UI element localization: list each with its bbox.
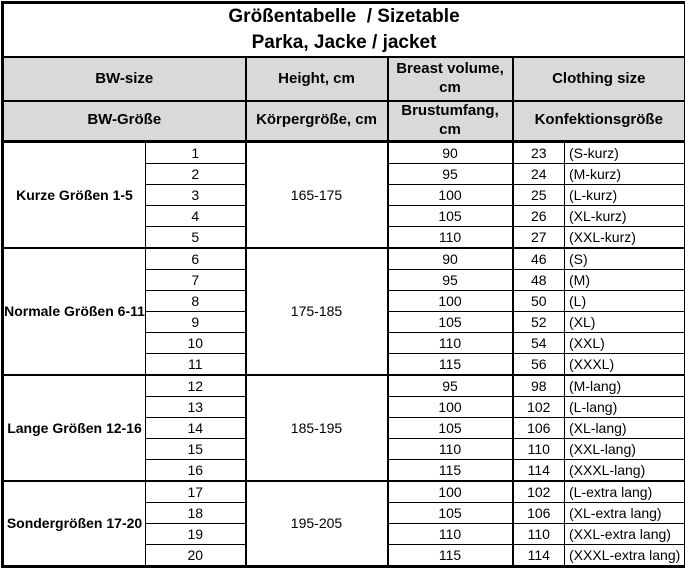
breast-cell: 110 [388, 438, 513, 459]
clothing-label-cell: (XL) [565, 311, 685, 332]
clothing-label-cell: (XL-lang) [565, 417, 685, 438]
clothing-number-cell: 25 [513, 184, 565, 205]
height-cell: 165-175 [246, 141, 388, 248]
size-table [1, 1, 685, 568]
bw-number-cell: 8 [146, 290, 246, 311]
clothing-label-cell: (S) [565, 248, 685, 270]
group-label-cell: Normale Größen 6-11 [3, 248, 146, 375]
breast-cell: 100 [388, 481, 513, 503]
header-height-de: Körpergröße, cm [246, 101, 388, 141]
breast-cell: 105 [388, 417, 513, 438]
bw-number-cell: 17 [146, 481, 246, 503]
clothing-label-cell: (XXL-lang) [565, 438, 685, 459]
group-label-cell: Kurze Größen 1-5 [3, 141, 146, 248]
height-cell: 175-185 [246, 248, 388, 375]
clothing-label-cell: (M-lang) [565, 375, 685, 397]
height-cell: 195-205 [246, 481, 388, 567]
table-title [3, 3, 685, 58]
clothing-label-cell: (XXL) [565, 332, 685, 353]
breast-cell: 95 [388, 375, 513, 397]
clothing-number-cell: 102 [513, 396, 565, 417]
clothing-number-cell: 114 [513, 544, 565, 566]
clothing-label-cell: (L-extra lang) [565, 481, 685, 503]
clothing-number-cell: 26 [513, 205, 565, 226]
header-bw-groesse: BW-Größe [3, 101, 246, 141]
clothing-number-cell: 23 [513, 141, 565, 163]
clothing-number-cell: 114 [513, 459, 565, 481]
clothing-number-cell: 106 [513, 502, 565, 523]
clothing-number-cell: 24 [513, 163, 565, 184]
clothing-number-cell: 98 [513, 375, 565, 397]
header-height-en: Height, cm [246, 57, 388, 101]
breast-cell: 110 [388, 523, 513, 544]
group-label-cell: Lange Größen 12-16 [3, 375, 146, 481]
clothing-number-cell: 52 [513, 311, 565, 332]
bw-number-cell: 20 [146, 544, 246, 566]
clothing-number-cell: 27 [513, 226, 565, 248]
bw-number-cell: 6 [146, 248, 246, 270]
clothing-label-cell: (L-lang) [565, 396, 685, 417]
clothing-number-cell: 54 [513, 332, 565, 353]
bw-number-cell: 5 [146, 226, 246, 248]
breast-cell: 105 [388, 205, 513, 226]
bw-number-cell: 18 [146, 502, 246, 523]
breast-cell: 95 [388, 269, 513, 290]
bw-number-cell: 13 [146, 396, 246, 417]
bw-number-cell: 15 [146, 438, 246, 459]
clothing-label-cell: (M-kurz) [565, 163, 685, 184]
height-cell: 185-195 [246, 375, 388, 481]
table-row [3, 375, 685, 397]
clothing-number-cell: 50 [513, 290, 565, 311]
clothing-label-cell: (XXXL) [565, 353, 685, 375]
breast-cell: 110 [388, 332, 513, 353]
title-line2: Parka, Jacke / jacket [252, 32, 437, 53]
bw-number-cell: 11 [146, 353, 246, 375]
clothing-number-cell: 110 [513, 438, 565, 459]
header-clothing-de: Konfektionsgröße [513, 101, 685, 141]
header-breast-en: Breast volume, cm [388, 57, 513, 101]
clothing-label-cell: (L) [565, 290, 685, 311]
table-title-row [3, 3, 685, 58]
bw-number-cell: 3 [146, 184, 246, 205]
clothing-number-cell: 56 [513, 353, 565, 375]
bw-number-cell: 16 [146, 459, 246, 481]
bw-number-cell: 14 [146, 417, 246, 438]
breast-cell: 110 [388, 226, 513, 248]
breast-cell: 115 [388, 353, 513, 375]
table-row [3, 141, 685, 163]
table-row [3, 248, 685, 270]
clothing-label-cell: (M) [565, 269, 685, 290]
bw-number-cell: 2 [146, 163, 246, 184]
breast-cell: 100 [388, 396, 513, 417]
header-clothing-en: Clothing size [513, 57, 685, 101]
bw-number-cell: 10 [146, 332, 246, 353]
bw-number-cell: 9 [146, 311, 246, 332]
breast-cell: 100 [388, 184, 513, 205]
bw-number-cell: 7 [146, 269, 246, 290]
table-row [3, 481, 685, 503]
breast-cell: 100 [388, 290, 513, 311]
breast-cell: 115 [388, 544, 513, 566]
bw-number-cell: 12 [146, 375, 246, 397]
clothing-number-cell: 48 [513, 269, 565, 290]
header-row-en [3, 57, 685, 101]
bw-number-cell: 19 [146, 523, 246, 544]
clothing-label-cell: (L-kurz) [565, 184, 685, 205]
clothing-label-cell: (XL-kurz) [565, 205, 685, 226]
clothing-label-cell: (XXL-kurz) [565, 226, 685, 248]
clothing-number-cell: 46 [513, 248, 565, 270]
header-row-de [3, 101, 685, 141]
clothing-number-cell: 102 [513, 481, 565, 503]
clothing-label-cell: (S-kurz) [565, 141, 685, 163]
clothing-label-cell: (XXXL-lang) [565, 459, 685, 481]
breast-cell: 90 [388, 248, 513, 270]
bw-number-cell: 4 [146, 205, 246, 226]
clothing-number-cell: 106 [513, 417, 565, 438]
breast-cell: 90 [388, 141, 513, 163]
group-label-cell: Sondergrößen 17-20 [3, 481, 146, 567]
breast-cell: 105 [388, 502, 513, 523]
clothing-number-cell: 110 [513, 523, 565, 544]
breast-cell: 105 [388, 311, 513, 332]
header-breast-de: Brustumfang, cm [388, 101, 513, 141]
clothing-label-cell: (XXL-extra lang) [565, 523, 685, 544]
title-line1: Größentabelle / Sizetable [228, 6, 459, 27]
clothing-label-cell: (XL-extra lang) [565, 502, 685, 523]
clothing-label-cell: (XXXL-extra lang) [565, 544, 685, 566]
header-bw-size: BW-size [3, 57, 246, 101]
breast-cell: 115 [388, 459, 513, 481]
breast-cell: 95 [388, 163, 513, 184]
bw-number-cell: 1 [146, 141, 246, 163]
